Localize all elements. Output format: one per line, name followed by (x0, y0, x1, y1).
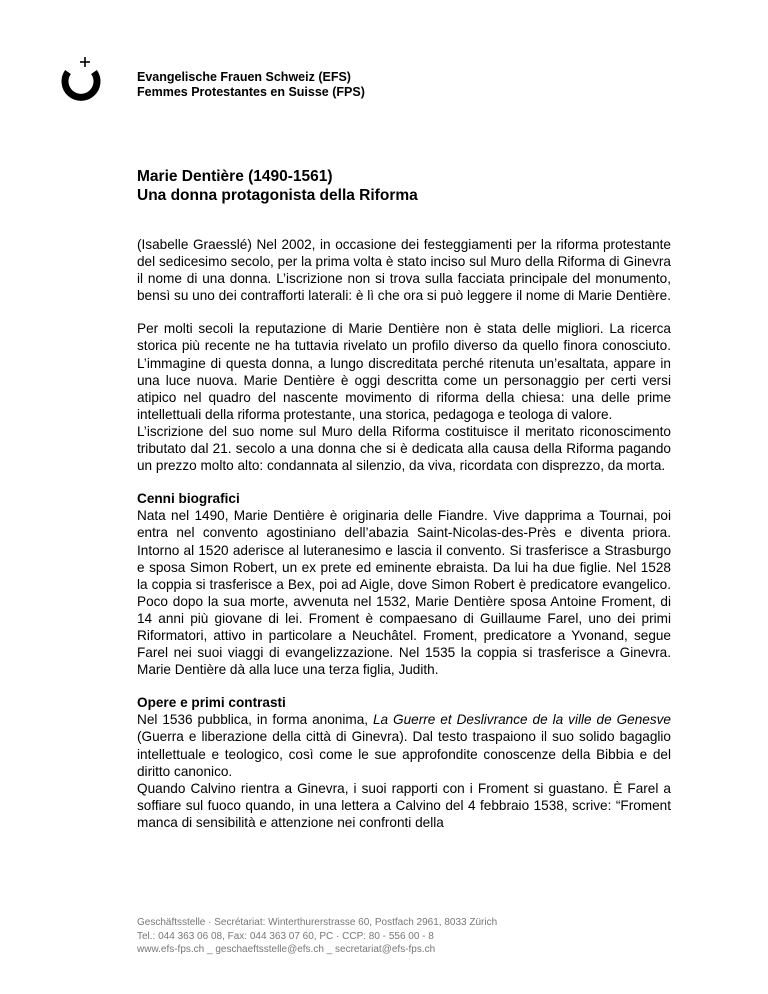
footer-address: Geschäftsstelle · Secrétariat: Winterthurerstrasse 60, Postfach 2961, 8033 Zürich (137, 917, 498, 928)
organization-name (137, 70, 365, 100)
book-title: La Guerre et Deslivrance de la ville de Genesve (372, 712, 671, 728)
article-body (137, 236, 671, 831)
org-name-german: Evangelische Frauen Schweiz (EFS) (137, 70, 351, 84)
document-title (137, 167, 418, 205)
footer-phone: Tel.: 044 363 06 08, Fax: 044 363 07 60, PC · CCP: 80 - 556 00 - 8 (137, 930, 434, 942)
works-text-start: Nel 1536 pubblica, in forma anonima, (137, 712, 373, 728)
org-name-french: Femmes Protestantes en Suisse (FPS) (137, 85, 365, 99)
paragraph-intro: (Isabelle Graesslé) Nel 2002, in occasione dei festeggiamenti per la riforma protestante del sedicesimo secolo, per la prima volta è stato inciso sul Muro della Riforma di Ginevra il nome di una donna. L’iscrizione non si trova sulla facciata principale del monumento, bensì su uno dei contrafforti laterali: è lì che ora si può leggere il nome di Marie Dentière. (137, 237, 671, 304)
page-footer (137, 916, 497, 957)
paragraph-calvin: Quando Calvino rientra a Ginevra, i suoi rapporti con i Froment si guastano. È Farel a soffiare sul fuoco quando, in una lettera a Calvino del 4 febbraio 1538, scrive: “Froment manca di sensibilità e attenzione nei confronti della (137, 780, 671, 830)
paragraph-inscription: L’iscrizione del suo nome sul Muro della Riforma costituisce il meritato riconoscimento tributato dal 21. secolo a una donna che si è dedicata alla causa della Riforma pagando un prezzo molto alto: condannata al silenzio, da viva, ricordata con disprezzo, da morta. (137, 423, 671, 474)
paragraph-works (137, 711, 671, 779)
paragraph-reputation: Per molti secoli la reputazione di Marie Dentière non è stata delle migliori. La ricerca storica più recente ne ha tuttavia rivelato un profilo diverso da quello finora conosciuto. L’immagine di questa donna, a lungo discreditata perché ritenuta un’esaltata, appare in una luce nuova. Marie Dentière è oggi descritta come un personaggio per certi versi atipico nel quadro del nascente movimento di riforma della chiesa: una delle prime intellettuali della riforma protestante, una storica, pedagoga e teologa di valore. (137, 321, 671, 422)
works-text-end: (Guerra e liberazione della città di Ginevra). Dal testo traspaiono il suo solido bagaglio intellettuale e teologico, così come le sue approfondite conoscenze della Bibbia e del diritto canonico. (137, 729, 671, 779)
section-heading-biography: Cenni biografici (137, 491, 240, 507)
section-heading-works: Opere e primi contrasti (137, 695, 286, 711)
footer-web-email: www.efs-fps.ch _ geschaeftsstelle@efs.ch _ secretariat@efs-fps.ch (137, 944, 436, 956)
paragraph-biography: Nata nel 1490, Marie Dentière è originaria delle Fiandre. Vive dapprima a Tournai, poi entra nel convento agostiniano dell’abazia Saint-Nicolas-des-Près e diventa priora. Intorno al 1520 aderisce al luteranesimo e lascia il convento. Si trasferisce a Strasburgo e sposa Simon Robert, un ex prete ed eminente ebraista. Da lui ha due figlie. Nel 1528 la coppia si trasferisce a Bex, poi ad Aigle, dove Simon Robert è predicatore evangelico. Poco dopo la sua morte, avvenuta nel 1532, Marie Dentière sposa Antoine Froment, di 14 anni più giovane di lei. Froment è compaesano di Guillaume Farel, uno dei primi Riformatori, attivo in particolare a Neuchâtel. Froment, predicatore a Yvonand, segue Farel nei suoi viaggi di evangelizzazione. Nel 1535 la coppia si trasferisce a Ginevra. Marie Dentière dà alla luce una terza figlia, Judith. (137, 508, 671, 678)
efs-logo (60, 56, 102, 102)
title-line-1: Marie Dentière (1490-1561) (137, 168, 333, 185)
title-line-2: Una donna protagonista della Riforma (137, 187, 418, 204)
